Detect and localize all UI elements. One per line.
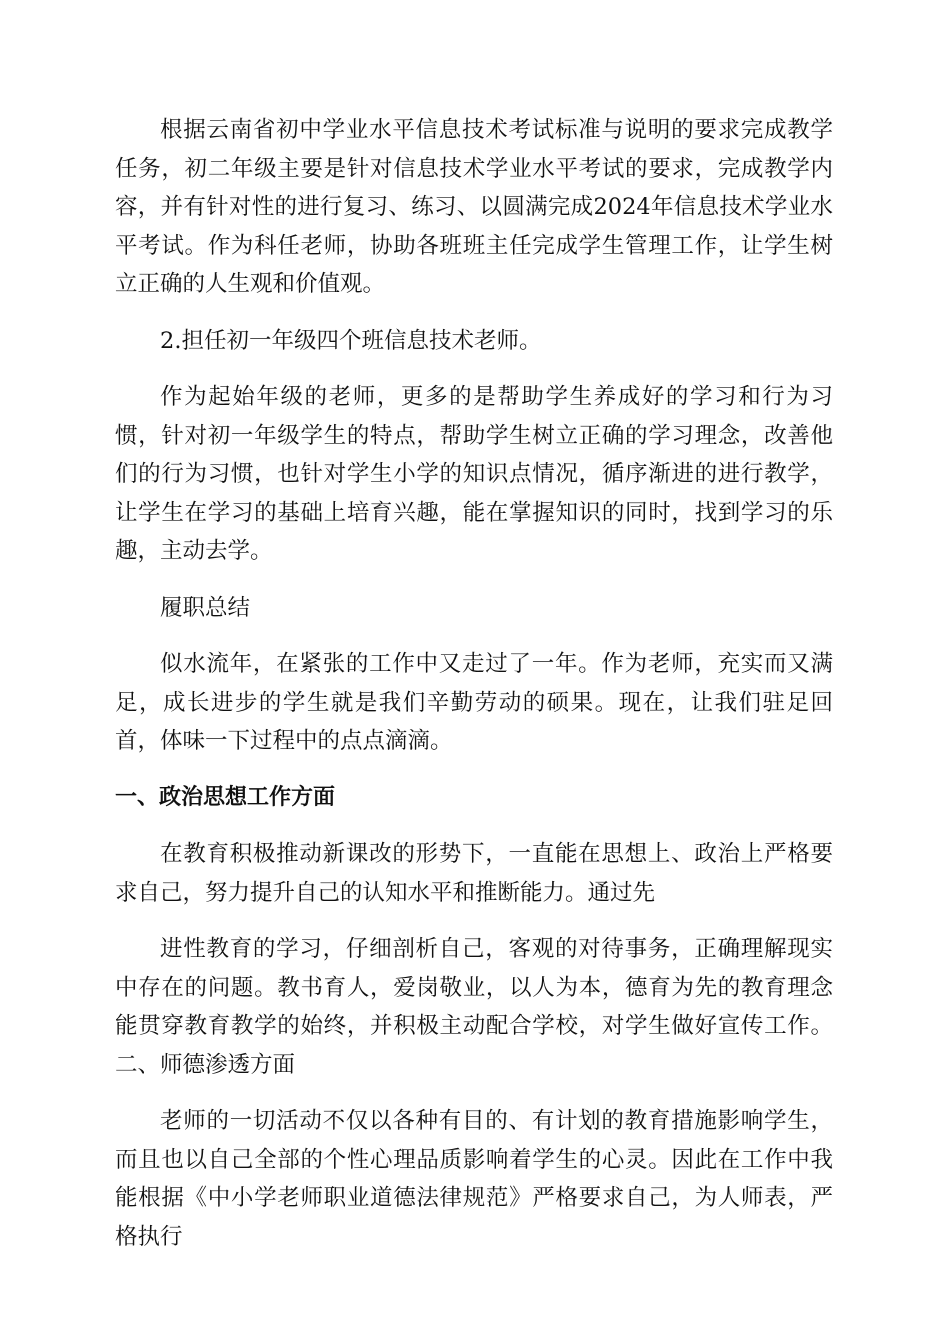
- section-heading-political: 一、政治思想工作方面: [115, 784, 336, 810]
- paragraph-duty-summary-title: 履职总结: [160, 594, 251, 621]
- paragraph-starting-grade: 作为起始年级的老师，更多的是帮助学生养成好的学习和行为习惯，针对初一年级学生的特点，帮助学生树立正确的学习理念，改善他们的行为习惯，也针对学生小学的知识点情况，循序渐进的进行教学，让学生在学习的基础上培育兴趣，能在掌握知识的同时，找到学习的乐趣，主动去学。: [115, 384, 833, 564]
- document-body: [115, 111, 833, 1274]
- paragraph-teaching-tasks: 根据云南省初中学业水平信息技术考试标准与说明的要求完成教学任务，初二年级主要是针对信息技术学业水平考试的要求，完成教学内容，并有针对性的进行复习、练习、以圆满完成2024年信息技术学业水平考试。作为科任老师，协助各班班主任完成学生管理工作，让学生树立正确的人生观和价值观。: [115, 117, 833, 297]
- paragraph-grade-one-role: 2.担任初一年级四个班信息技术老师。: [160, 327, 542, 354]
- paragraph-teacher-ethics: 老师的一切活动不仅以各种有目的、有计划的教育措施影响学生，而且也以自己全部的个性心理品质影响着学生的心灵。因此在工作中我能根据《中小学老师职业道德法律规范》严格要求自己，为人师表，严格执行: [115, 1108, 833, 1250]
- paragraph-advanced-education: 进性教育的学习，仔细剖析自己，客观的对待事务，正确理解现实中存在的问题。教书育人，爱岗敬业，以人为本，德育为先的教育理念能贯穿教育教学的始终，并积极主动配合学校，对学生做好宣传工作。二、师德渗透方面: [115, 936, 833, 1078]
- paragraph-year-review: 似水流年，在紧张的工作中又走过了一年。作为老师，充实而又满足，成长进步的学生就是我们辛勤劳动的硕果。现在，让我们驻足回首，体味一下过程中的点点滴滴。: [115, 651, 833, 754]
- paragraph-political-work: 在教育积极推动新课改的形势下，一直能在思想上、政治上严格要求自己，努力提升自己的认知水平和推断能力。通过先: [115, 841, 833, 906]
